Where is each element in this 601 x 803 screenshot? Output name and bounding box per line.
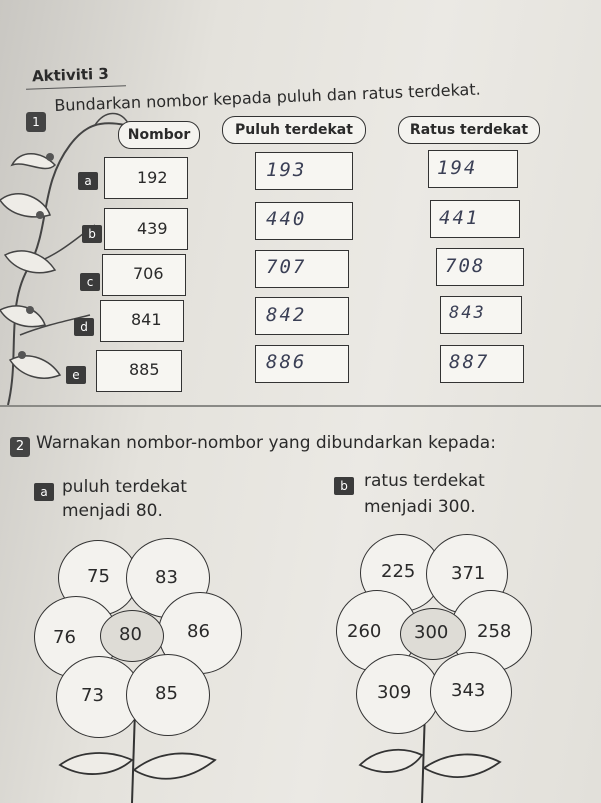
row-label-b: b <box>82 225 102 243</box>
part-b-label: b <box>334 477 354 495</box>
flower-a-center-number: 80 <box>119 624 142 645</box>
hundreds-answer-b: 441 <box>439 207 480 229</box>
row-label-e: e <box>66 366 86 384</box>
number-box-d <box>100 300 184 342</box>
flower-a-center[interactable] <box>100 610 164 662</box>
flower-b-petal[interactable] <box>356 654 440 734</box>
hundreds-answer-c: 708 <box>445 255 486 277</box>
row-label-d: d <box>74 318 94 336</box>
part-a-label: a <box>34 483 54 501</box>
flower-a-number: 86 <box>187 621 210 642</box>
question-2-number: 2 <box>10 437 30 457</box>
flower-b-number: 371 <box>451 563 486 584</box>
number-box-e <box>96 350 182 392</box>
question-2-instruction: Warnakan nombor-nombor yang dibundarkan kepada: <box>36 433 496 453</box>
number-value-e: 885 <box>129 360 160 379</box>
hundreds-answer-e: 887 <box>449 351 490 373</box>
part-a-line1: puluh terdekat <box>62 477 187 497</box>
tens-box-c[interactable] <box>255 250 349 288</box>
tens-box-d[interactable] <box>255 297 349 335</box>
flower-a-petal[interactable] <box>126 654 210 736</box>
header-puluh-terdekat: Puluh terdekat <box>222 116 366 144</box>
part-b-line1: ratus terdekat <box>364 471 485 491</box>
header-nombor: Nombor <box>118 121 200 149</box>
part-a-line2: menjadi 80. <box>62 501 163 521</box>
number-box-c <box>102 254 186 296</box>
tens-answer-c: 707 <box>266 256 307 278</box>
flower-a-number: 76 <box>53 627 76 648</box>
hundreds-answer-a: 194 <box>437 157 478 179</box>
hundreds-box-b[interactable] <box>430 200 520 238</box>
hundreds-box-a[interactable] <box>428 150 518 188</box>
tens-answer-b: 440 <box>266 208 307 230</box>
flower-a-number: 85 <box>155 683 178 704</box>
number-value-b: 439 <box>137 219 168 238</box>
flower-b-petal[interactable] <box>430 652 512 732</box>
row-label-a: a <box>78 172 98 190</box>
flower-b-number: 343 <box>451 680 486 701</box>
hundreds-box-c[interactable] <box>436 248 524 286</box>
tens-answer-d: 842 <box>266 304 307 326</box>
tens-answer-e: 886 <box>266 351 307 373</box>
hundreds-box-e[interactable] <box>440 345 524 383</box>
flower-a-number: 83 <box>155 567 178 588</box>
number-value-a: 192 <box>137 168 168 187</box>
number-box-b <box>104 208 188 250</box>
flower-b-center[interactable] <box>400 608 466 660</box>
number-box-a <box>104 157 188 199</box>
flower-a-number: 73 <box>81 685 104 706</box>
flower-b-number: 258 <box>477 621 512 642</box>
tens-answer-a: 193 <box>266 159 307 181</box>
question-1-instruction: Bundarkan nombor kepada puluh dan ratus terdekat. <box>54 79 481 115</box>
tens-box-e[interactable] <box>255 345 349 383</box>
flower-a-number: 75 <box>87 566 110 587</box>
title-underline <box>26 85 126 89</box>
hundreds-answer-d: 843 <box>449 303 486 323</box>
row-label-c: c <box>80 273 100 291</box>
header-ratus-terdekat: Ratus terdekat <box>398 116 540 144</box>
flower-b-number: 260 <box>347 621 382 642</box>
number-value-c: 706 <box>133 264 164 283</box>
tens-box-a[interactable] <box>255 152 353 190</box>
flower-b-center-number: 300 <box>414 622 449 643</box>
flower-b-number: 309 <box>377 682 412 703</box>
flower-b-number: 225 <box>381 561 416 582</box>
number-value-d: 841 <box>131 310 162 329</box>
section-divider <box>0 405 601 407</box>
activity-title: Aktiviti 3 <box>31 64 110 86</box>
part-b-line2: menjadi 300. <box>364 497 476 517</box>
tens-box-b[interactable] <box>255 202 353 240</box>
question-1-number: 1 <box>26 112 46 132</box>
hundreds-box-d[interactable] <box>440 296 522 334</box>
